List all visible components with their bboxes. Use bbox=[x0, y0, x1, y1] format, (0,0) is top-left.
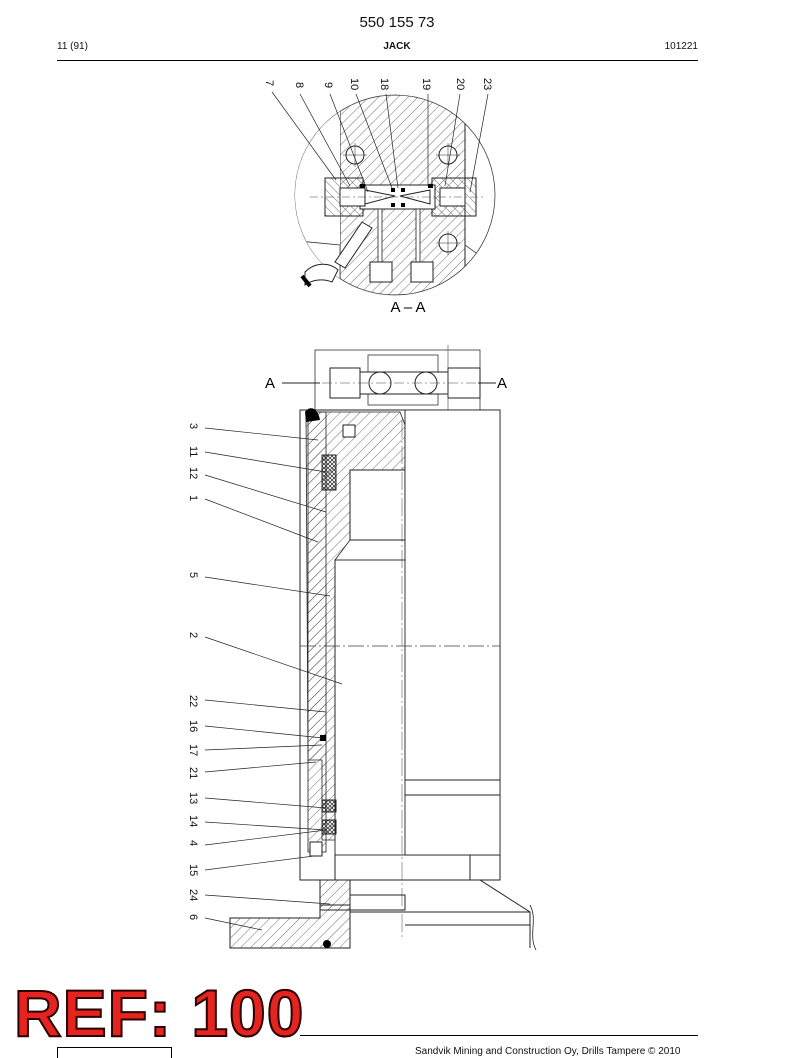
page-title: JACK bbox=[383, 41, 411, 52]
section-view-drawing bbox=[272, 92, 500, 300]
part-label: 21 bbox=[187, 767, 199, 780]
page-number: 11 (91) bbox=[57, 41, 88, 52]
part-label: 20 bbox=[454, 78, 466, 91]
part-label: 19 bbox=[420, 78, 432, 91]
part-label: 10 bbox=[348, 78, 360, 91]
document-number: 550 155 73 bbox=[359, 14, 435, 31]
footer-rule bbox=[300, 1035, 698, 1036]
part-label: 8 bbox=[293, 82, 305, 89]
ref-watermark: REF: 100 bbox=[14, 976, 305, 1050]
footer-copyright: Sandvik Mining and Construction Oy, Drills Tampere © 2010 bbox=[415, 1046, 681, 1057]
section-marker-right: A bbox=[497, 375, 508, 392]
part-label: 22 bbox=[187, 695, 199, 708]
section-marker-left: A bbox=[265, 375, 276, 392]
part-label: 1 bbox=[187, 495, 199, 502]
part-label: 24 bbox=[187, 889, 199, 902]
part-label: 5 bbox=[187, 572, 199, 579]
section-view-labels bbox=[263, 78, 493, 90]
part-label: 16 bbox=[187, 720, 199, 733]
part-label: 17 bbox=[187, 744, 199, 757]
part-label: 18 bbox=[378, 78, 390, 91]
part-label: 9 bbox=[322, 82, 334, 89]
part-label: 15 bbox=[187, 864, 199, 877]
section-view-title: A – A bbox=[390, 299, 426, 316]
part-label: 23 bbox=[481, 78, 493, 91]
part-label: 11 bbox=[187, 446, 199, 458]
part-label: 7 bbox=[263, 80, 275, 87]
document-code: 101221 bbox=[664, 41, 698, 52]
part-label: 14 bbox=[187, 815, 199, 828]
part-label: 2 bbox=[187, 632, 199, 639]
part-label: 3 bbox=[187, 423, 199, 430]
part-label: 13 bbox=[187, 792, 199, 805]
part-label: 4 bbox=[187, 840, 199, 847]
part-label: 12 bbox=[187, 467, 199, 480]
part-label: 6 bbox=[187, 914, 199, 921]
main-view-labels bbox=[187, 423, 199, 920]
